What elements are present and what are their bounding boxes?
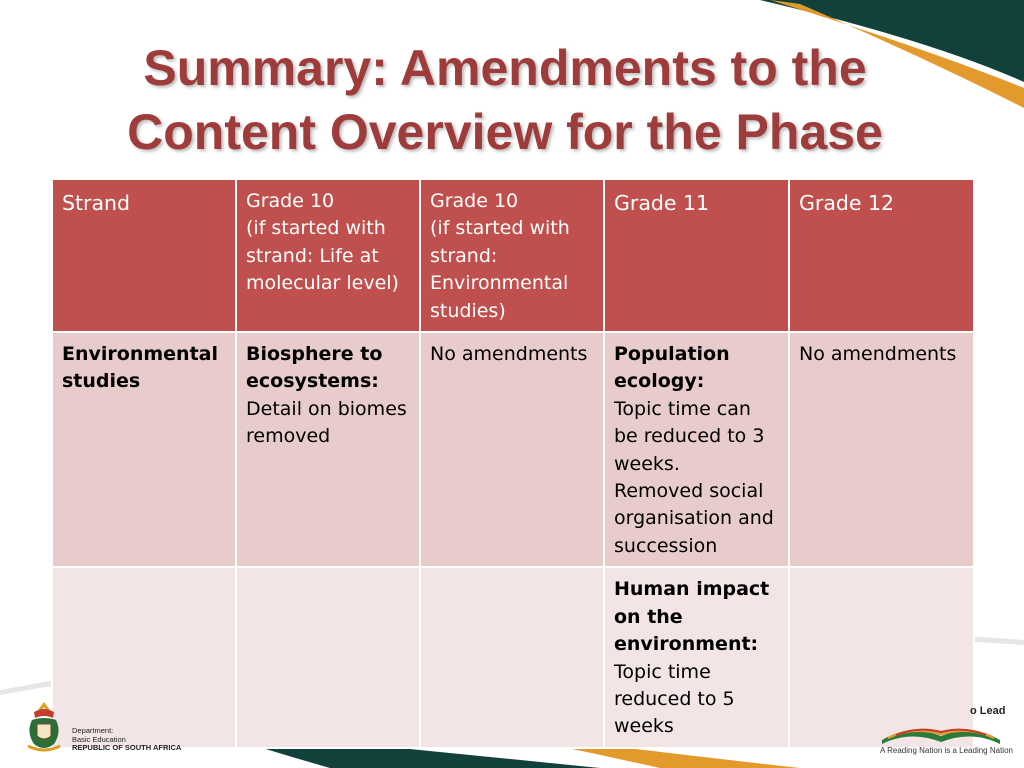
table-cell: Environmental studies — [52, 332, 236, 567]
header-grade11: Grade 11 — [604, 179, 789, 332]
header-grade12: Grade 12 — [789, 179, 974, 332]
title-line-1: Summary: Amendments to the — [143, 40, 867, 96]
department-name — [72, 727, 181, 753]
table-cell: Population ecology: Topic time can be reduced to 3 weeks. Removed social organisation and succession — [604, 332, 789, 567]
table-cell: No amendments — [789, 332, 974, 567]
table-cell — [420, 567, 604, 747]
campaign-motto: A Reading Nation is a Leading Nation — [880, 746, 1013, 755]
table-cell — [236, 567, 420, 747]
table-cell: No amendments — [420, 332, 604, 567]
header-grade10-life: Grade 10 (if started with strand: Life at molecular level) — [236, 179, 420, 332]
dept-line-3: REPUBLIC OF SOUTH AFRICA — [72, 743, 182, 752]
table-cell: Human impact on the environment: Topic time reduced to 5 weeks — [604, 567, 789, 747]
department-logo — [20, 698, 210, 758]
table-header-row — [52, 179, 974, 332]
open-book-icon — [878, 720, 1004, 748]
table-row — [52, 332, 974, 567]
title-line-2: Content Overview for the Phase — [127, 104, 883, 160]
coat-of-arms-icon — [20, 698, 68, 756]
campaign-tagline: o Lead — [970, 705, 1006, 717]
table-cell: Biosphere to ecosystems: Detail on biomes removed — [236, 332, 420, 567]
dept-line-1: Department: — [72, 726, 114, 735]
header-grade10-environmental: Grade 10 (if started with strand: Environmental studies) — [420, 179, 604, 332]
amendments-table — [51, 178, 975, 749]
header-strand: Strand — [52, 179, 236, 332]
dept-line-2: Basic Education — [72, 734, 126, 744]
page-title — [40, 36, 970, 164]
reading-campaign-logo — [870, 700, 1020, 762]
